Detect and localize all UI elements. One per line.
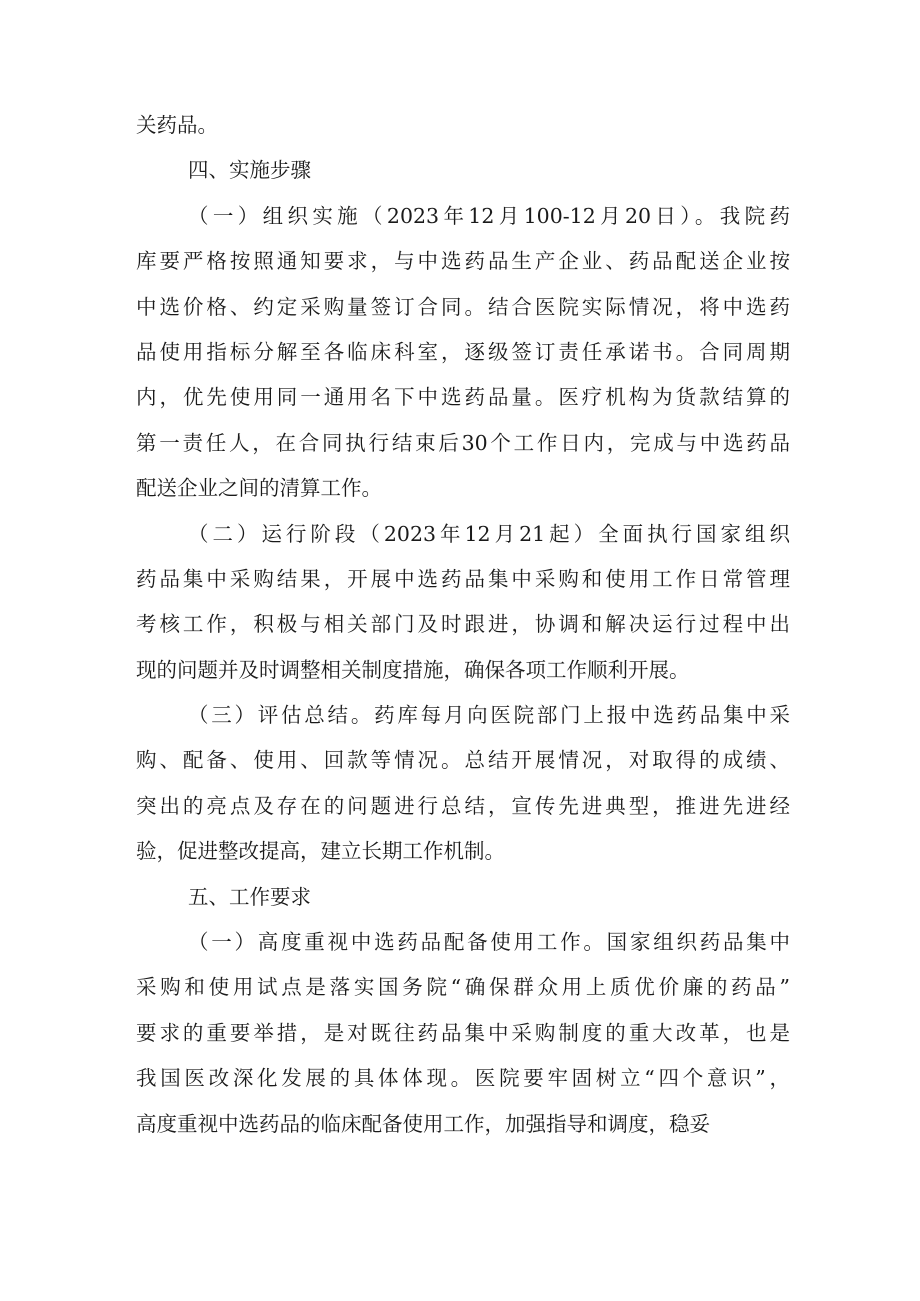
- text-line: 第一责任人，在合同执行结束后30个工作日内，完成与中选药品: [136, 430, 790, 455]
- text-line: 要求的重要举措，是对既往药品集中采购制度的重大改革，也是: [136, 1020, 790, 1045]
- paragraph: [136, 103, 790, 148]
- paragraph: [136, 194, 790, 512]
- text-line: 四、实施步骤: [188, 158, 311, 183]
- text-line: 关药品。: [136, 113, 218, 137]
- text-line: 高度重视中选药品的临床配备使用工作，加强指导和调度，稳妥: [136, 1111, 710, 1136]
- text-line: 药品集中采购结果，开展中选药品集中采购和使用工作日常管理: [136, 566, 790, 591]
- section-heading: [136, 875, 790, 920]
- text-line: 采购和使用试点是落实国务院“确保群众用上质优价廉的药品”: [136, 975, 790, 1000]
- text-line: （三）评估总结。药库每月向医院部门上报中选药品集中采: [188, 703, 790, 728]
- text-line: 中选价格、约定采购量签订合同。结合医院实际情况，将中选药: [136, 294, 790, 319]
- text-line: 考核工作，积极与相关部门及时跟进，协调和解决运行过程中出: [136, 612, 790, 637]
- paragraph: [136, 920, 790, 1147]
- document-body: [136, 103, 790, 1147]
- text-line: 突出的亮点及存在的问题进行总结，宣传先进典型，推进先进经: [136, 793, 790, 818]
- text-line: （一）高度重视中选药品配备使用工作。国家组织药品集中: [188, 930, 790, 955]
- text-line: 库要严格按照通知要求，与中选药品生产企业、药品配送企业按: [136, 249, 790, 274]
- text-line: 五、工作要求: [188, 884, 311, 909]
- text-line: 配送企业之间的清算工作。: [136, 476, 382, 501]
- section-heading: [136, 148, 790, 193]
- paragraph: [136, 693, 790, 875]
- text-line: 购、配备、使用、回款等情况。总结开展情况，对取得的成绩、: [136, 748, 790, 773]
- text-line: 验，促进整改提高，建立长期工作机制。: [136, 839, 505, 864]
- text-line: 我国医改深化发展的具体体现。医院要牢固树立“四个意识”，: [136, 1066, 790, 1091]
- text-line: 品使用指标分解至各临床科室，逐级签订责任承诺书。合同周期: [136, 339, 790, 364]
- text-line: 内，优先使用同一通用名下中选药品量。医疗机构为货款结算的: [136, 385, 790, 410]
- text-line: （二）运行阶段（2023年12月21起）全面执行国家组织: [188, 521, 790, 546]
- text-line: 现的问题并及时调整相关制度措施，确保各项工作顺利开展。: [136, 657, 690, 682]
- paragraph: [136, 512, 790, 694]
- text-line: （一）组织实施（2023年12月100-12月20日）。我院药: [188, 203, 790, 228]
